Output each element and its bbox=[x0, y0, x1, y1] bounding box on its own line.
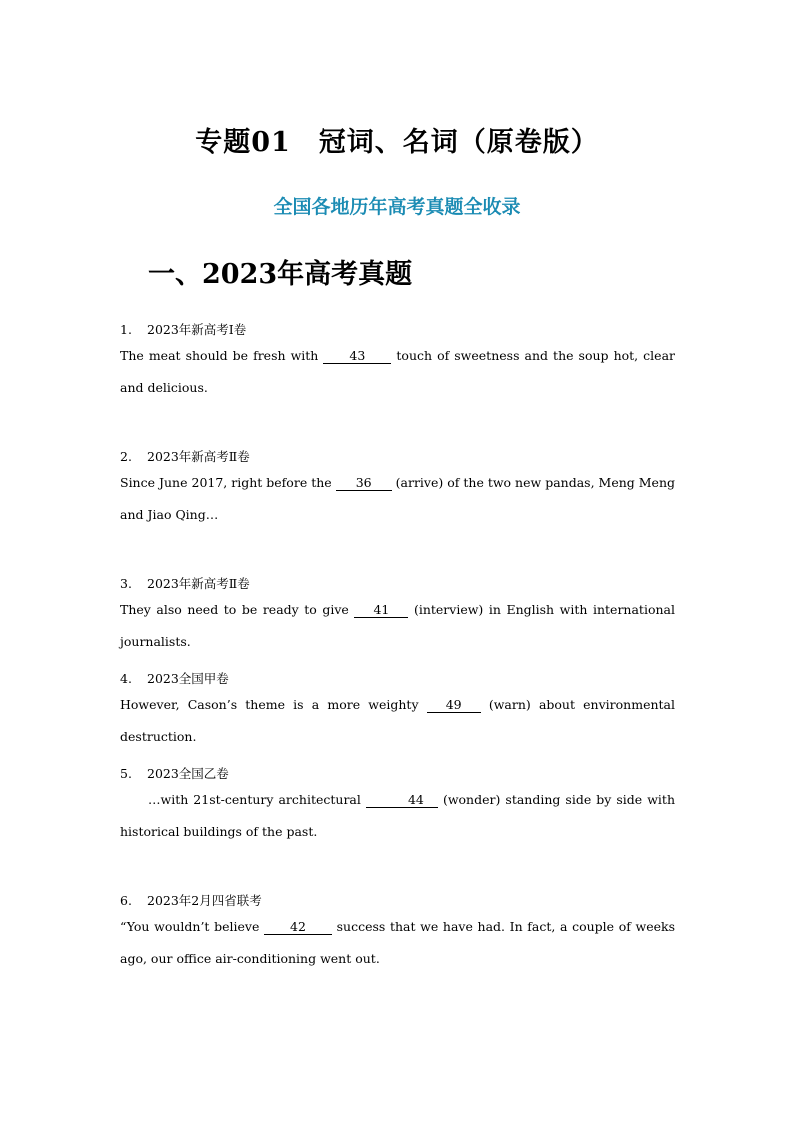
question-header bbox=[120, 574, 675, 594]
answer-blank[interactable]: 49 bbox=[427, 697, 481, 713]
text-before: The meat should be fresh with bbox=[120, 348, 324, 363]
text-before: However, Cason’s theme is a more weighty bbox=[120, 697, 427, 712]
text-after: (warn) about environmental destruction. bbox=[120, 697, 675, 744]
question-text bbox=[120, 467, 675, 531]
question-4 bbox=[120, 669, 675, 753]
question-3 bbox=[120, 574, 675, 658]
question-source: 2023年新高考Ⅰ卷 bbox=[147, 322, 247, 337]
question-source: 2023全国甲卷 bbox=[147, 671, 229, 686]
answer-blank[interactable]: 43 bbox=[323, 348, 391, 364]
question-text bbox=[120, 594, 675, 658]
text-before: …with 21st-century architectural bbox=[148, 792, 366, 807]
answer-blank[interactable]: 41 bbox=[354, 602, 408, 618]
question-source: 2023年2月四省联考 bbox=[147, 893, 262, 908]
question-number: 3. bbox=[120, 576, 132, 591]
question-number: 5. bbox=[120, 766, 132, 781]
question-number: 2. bbox=[120, 449, 132, 464]
question-number: 6. bbox=[120, 893, 132, 908]
document-title: 专题01 冠词、名词（原卷版） bbox=[195, 127, 599, 158]
section-heading: 一、2023年高考真题 bbox=[148, 259, 413, 290]
text-before: Since June 2017, right before the bbox=[120, 475, 336, 490]
question-number: 1. bbox=[120, 322, 132, 337]
text-after: (arrive) of the two new pandas, Meng Meng and Jiao Qing… bbox=[120, 475, 676, 522]
question-source: 2023年新高考Ⅱ卷 bbox=[147, 449, 250, 464]
answer-blank[interactable]: 36 bbox=[336, 475, 392, 491]
question-source: 2023年新高考Ⅱ卷 bbox=[147, 576, 250, 591]
answer-blank[interactable]: 42 bbox=[264, 919, 332, 935]
question-text bbox=[120, 689, 675, 753]
question-1 bbox=[120, 320, 675, 404]
question-header bbox=[120, 764, 675, 784]
question-header bbox=[120, 447, 675, 467]
answer-blank[interactable]: 44 bbox=[366, 792, 438, 808]
text-after: touch of sweetness and the soup hot, clear and delicious. bbox=[120, 348, 675, 395]
document-subtitle: 全国各地历年高考真题全收录 bbox=[273, 196, 521, 218]
text-after: (wonder) standing side by side with historical buildings of the past. bbox=[120, 792, 676, 839]
question-header bbox=[120, 669, 675, 689]
text-before: “You wouldn’t believe bbox=[120, 919, 264, 934]
question-header bbox=[120, 320, 675, 340]
question-5 bbox=[120, 764, 675, 848]
question-text bbox=[120, 340, 675, 404]
question-text bbox=[120, 784, 675, 848]
question-6 bbox=[120, 891, 675, 975]
question-text bbox=[120, 911, 675, 975]
text-after: (interview) in English with international journalists. bbox=[120, 602, 675, 649]
question-2 bbox=[120, 447, 675, 531]
question-header bbox=[120, 891, 675, 911]
text-after: success that we have had. In fact, a couple of weeks ago, our office air-conditioning went out. bbox=[120, 919, 675, 966]
question-number: 4. bbox=[120, 671, 132, 686]
question-source: 2023全国乙卷 bbox=[147, 766, 229, 781]
text-before: They also need to be ready to give bbox=[120, 602, 355, 617]
